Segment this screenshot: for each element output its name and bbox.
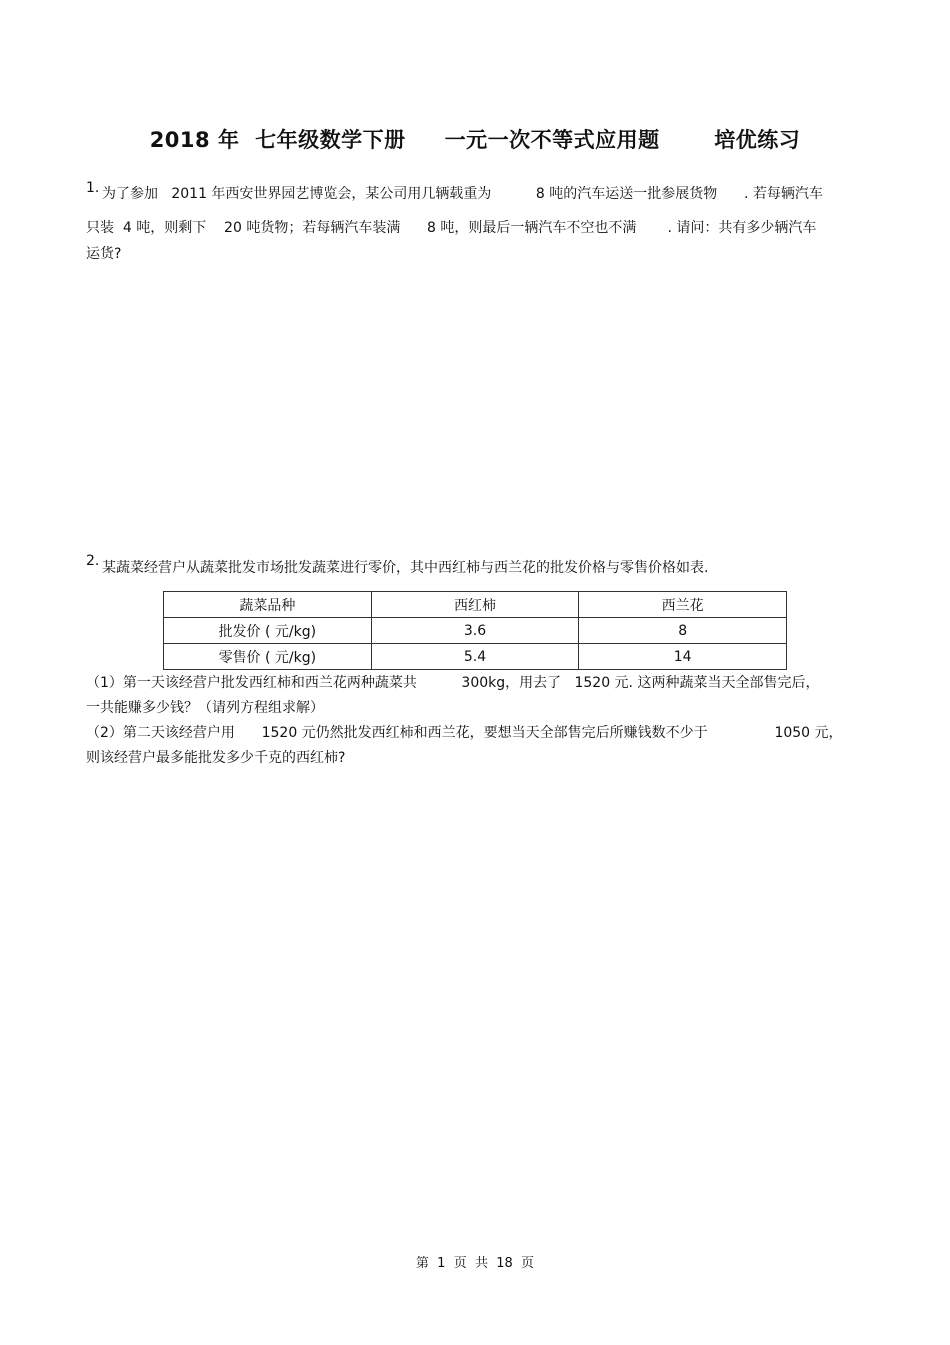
question-2-number: 2. — [86, 553, 100, 569]
table-cell: 8 — [579, 618, 787, 644]
table-cell: 5.4 — [371, 644, 579, 670]
table-cell: 批发价 ( 元/kg) — [164, 618, 372, 644]
question-2-part-1-line-1: （1）第一天该经营户批发西红柿和西兰花两种蔬菜共 300kg，用去了 1520 元. 这两种蔬菜当天全部售完后， — [86, 675, 820, 691]
table-cell: 3.6 — [371, 618, 579, 644]
question-1-line-3: 运货? — [86, 246, 122, 262]
question-2-intro: 某蔬菜经营户从蔬菜批发市场批发蔬菜进行零价，其中西红柿与西兰花的批发价格与零售价格如表. — [102, 560, 709, 576]
table-header-cell: 西兰花 — [579, 592, 787, 618]
table-header-cell: 蔬菜品种 — [164, 592, 372, 618]
question-1-line-2: 只装 4 吨，则剩下 20 吨货物；若每辆汽车装满 8 吨，则最后一辆汽车不空也不满 . 请问：共有多少辆汽车 — [86, 220, 817, 236]
question-1-number: 1. — [86, 180, 100, 196]
page-footer: 第 1 页 共 18 页 — [415, 1256, 535, 1271]
table-cell: 14 — [579, 644, 787, 670]
table-header-cell: 西红柿 — [371, 592, 579, 618]
table-row — [164, 644, 787, 670]
price-table — [163, 591, 787, 670]
question-1-line-1: 为了参加 2011 年西安世界园艺博览会，某公司用几辆载重为 8 吨的汽车运送一批参展货物 . 若每辆汽车 — [102, 186, 823, 202]
question-2-part-1-line-2: 一共能赚多少钱？（请列方程组求解） — [86, 700, 324, 716]
question-2-part-2-line-1: （2）第二天该经营户用 1520 元仍然批发西红柿和西兰花，要想当天全部售完后所赚钱数不少于 1050 元， — [86, 725, 843, 741]
page-title: 2018 年 七年级数学下册 一元一次不等式应用题 培优练习 — [149, 128, 801, 152]
question-2-part-2-line-2: 则该经营户最多能批发多少千克的西红柿? — [86, 750, 346, 766]
table-header-row — [164, 592, 787, 618]
table-cell: 零售价 ( 元/kg) — [164, 644, 372, 670]
table-row — [164, 618, 787, 644]
